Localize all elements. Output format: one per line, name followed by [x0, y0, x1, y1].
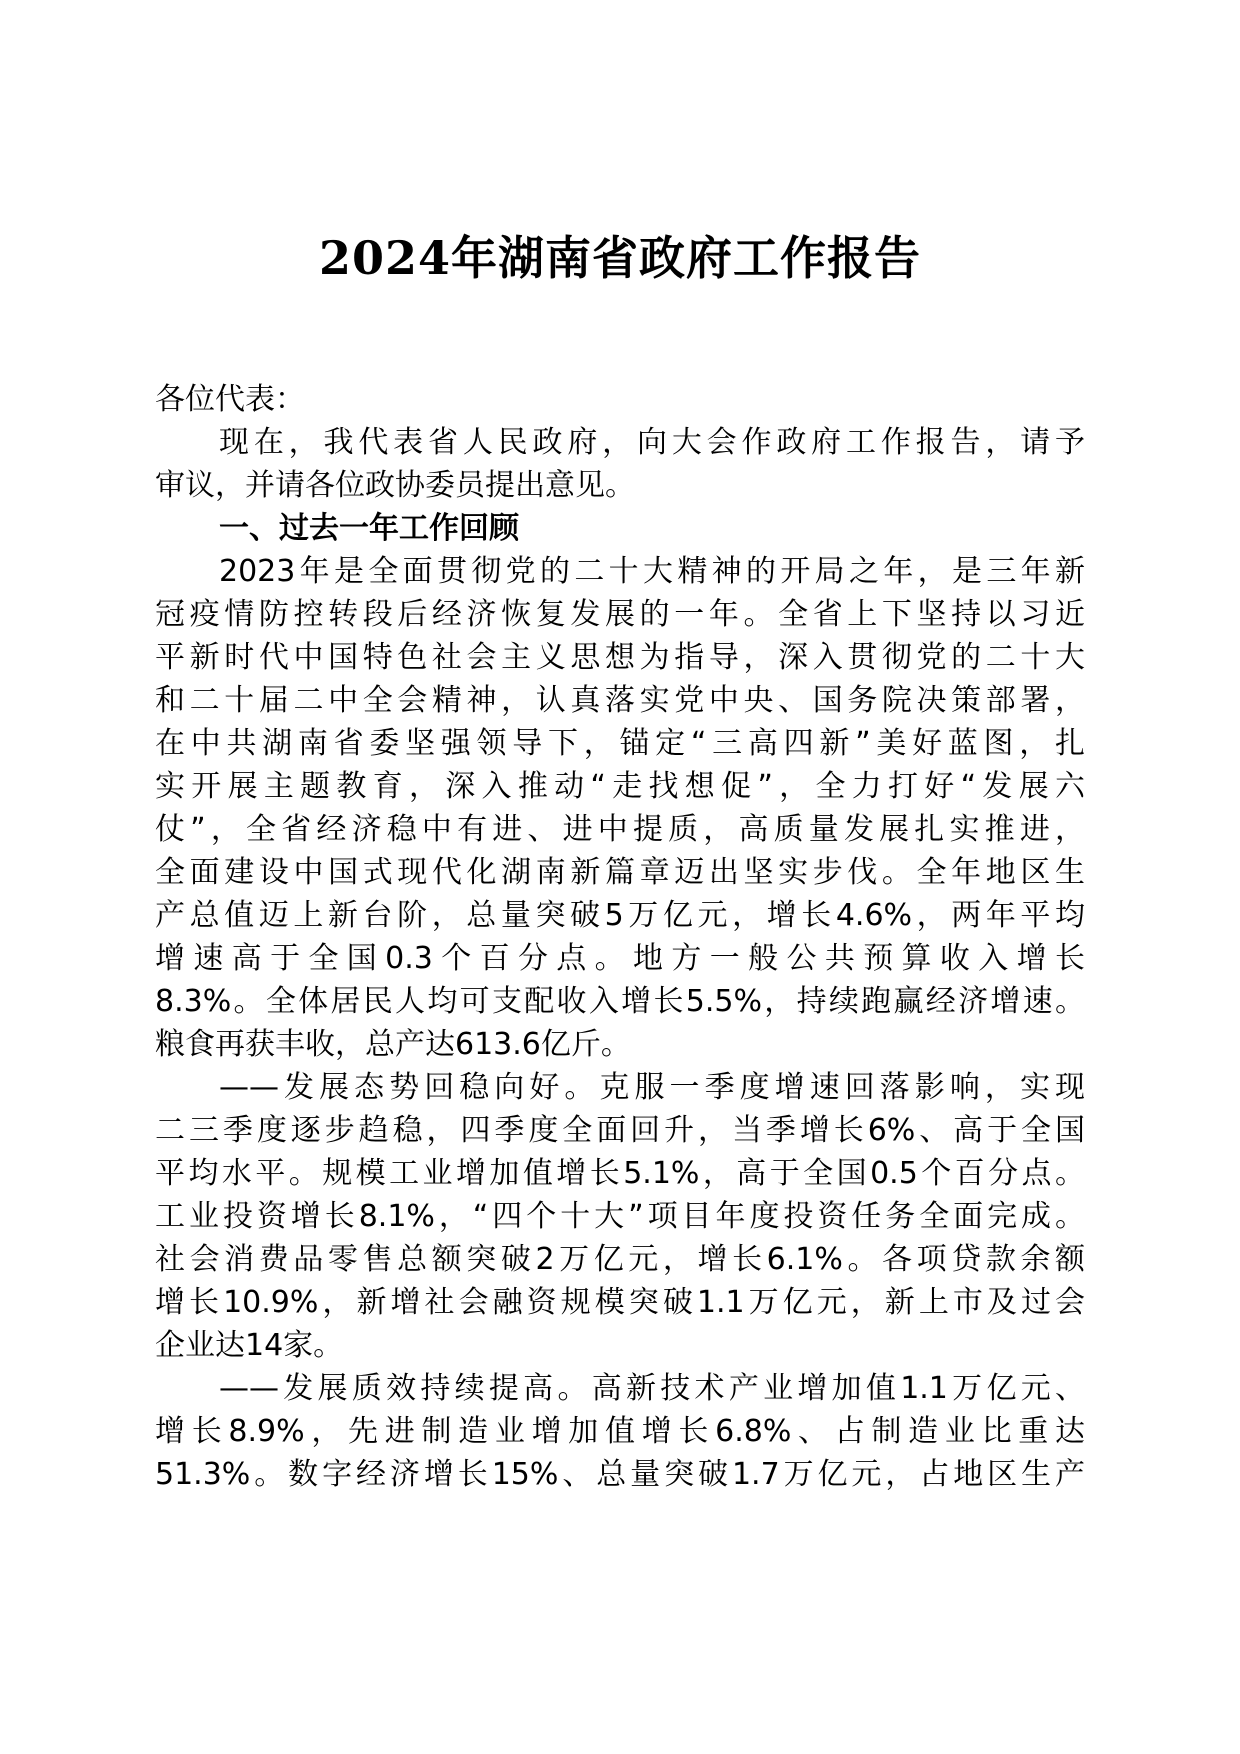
text-line: 粮食再获丰收，总产达613.6亿斤。: [155, 1027, 631, 1062]
text-line: 在中共湖南省委坚强领导下，锚定“三高四新”美好蓝图，扎: [155, 726, 1085, 761]
text-line: 企业达14家。: [155, 1328, 344, 1363]
paragraph-lines: [155, 421, 1085, 1496]
text-line: 实开展主题教育，深入推动“走找想促”，全力打好“发展六: [155, 769, 1085, 804]
text-line: 平均水平。规模工业增加值增长5.1%，高于全国0.5个百分点。: [155, 1156, 1085, 1191]
text-line: 2023年是全面贯彻党的二十大精神的开局之年，是三年新: [219, 554, 1085, 589]
text-line: 仗”，全省经济稳中有进、进中提质，高质量发展扎实推进，: [155, 812, 1085, 847]
text-line: 增速高于全国0.3个百分点。地方一般公共预算收入增长: [155, 941, 1085, 976]
section-heading: 一、过去一年工作回顾: [219, 511, 519, 546]
text-line: 增长8.9%，先进制造业增加值增长6.8%、占制造业比重达: [155, 1414, 1085, 1449]
text-line: 和二十届二中全会精神，认真落实党中央、国务院决策部署，: [155, 683, 1085, 718]
text-line: 8.3%。全体居民人均可支配收入增长5.5%，持续跑赢经济增速。: [155, 984, 1085, 1019]
text-line: 冠疫情防控转段后经济恢复发展的一年。全省上下坚持以习近: [155, 597, 1085, 632]
text-line: 增长10.9%，新增社会融资规模突破1.1万亿元，新上市及过会: [155, 1285, 1085, 1320]
document-title: 2024年湖南省政府工作报告: [318, 231, 922, 285]
document-body: [155, 378, 1085, 1496]
text-line: ——发展态势回稳向好。克服一季度增速回落影响，实现: [219, 1070, 1085, 1105]
text-line: ——发展质效持续提高。高新技术产业增加值1.1万亿元、: [219, 1371, 1085, 1406]
text-line: 社会消费品零售总额突破2万亿元，增长6.1%。各项贷款余额: [155, 1242, 1085, 1277]
text-line: 二三季度逐步趋稳，四季度全面回升，当季增长6%、高于全国: [155, 1113, 1085, 1148]
text-line: 现在，我代表省人民政府，向大会作政府工作报告，请予: [219, 425, 1085, 460]
text-line: 工业投资增长8.1%，“四个十大”项目年度投资任务全面完成。: [155, 1199, 1085, 1234]
text-line: 审议，并请各位政协委员提出意见。: [155, 468, 635, 503]
text-line: 产总值迈上新台阶，总量突破5万亿元，增长4.6%，两年平均: [155, 898, 1085, 933]
text-line: 全面建设中国式现代化湖南新篇章迈出坚实步伐。全年地区生: [155, 855, 1085, 890]
text-line: 51.3%。数字经济增长15%、总量突破1.7万亿元，占地区生产: [155, 1457, 1085, 1492]
greeting: 各位代表：: [155, 382, 305, 417]
text-line: 平新时代中国特色社会主义思想为指导，深入贯彻党的二十大: [155, 640, 1085, 675]
